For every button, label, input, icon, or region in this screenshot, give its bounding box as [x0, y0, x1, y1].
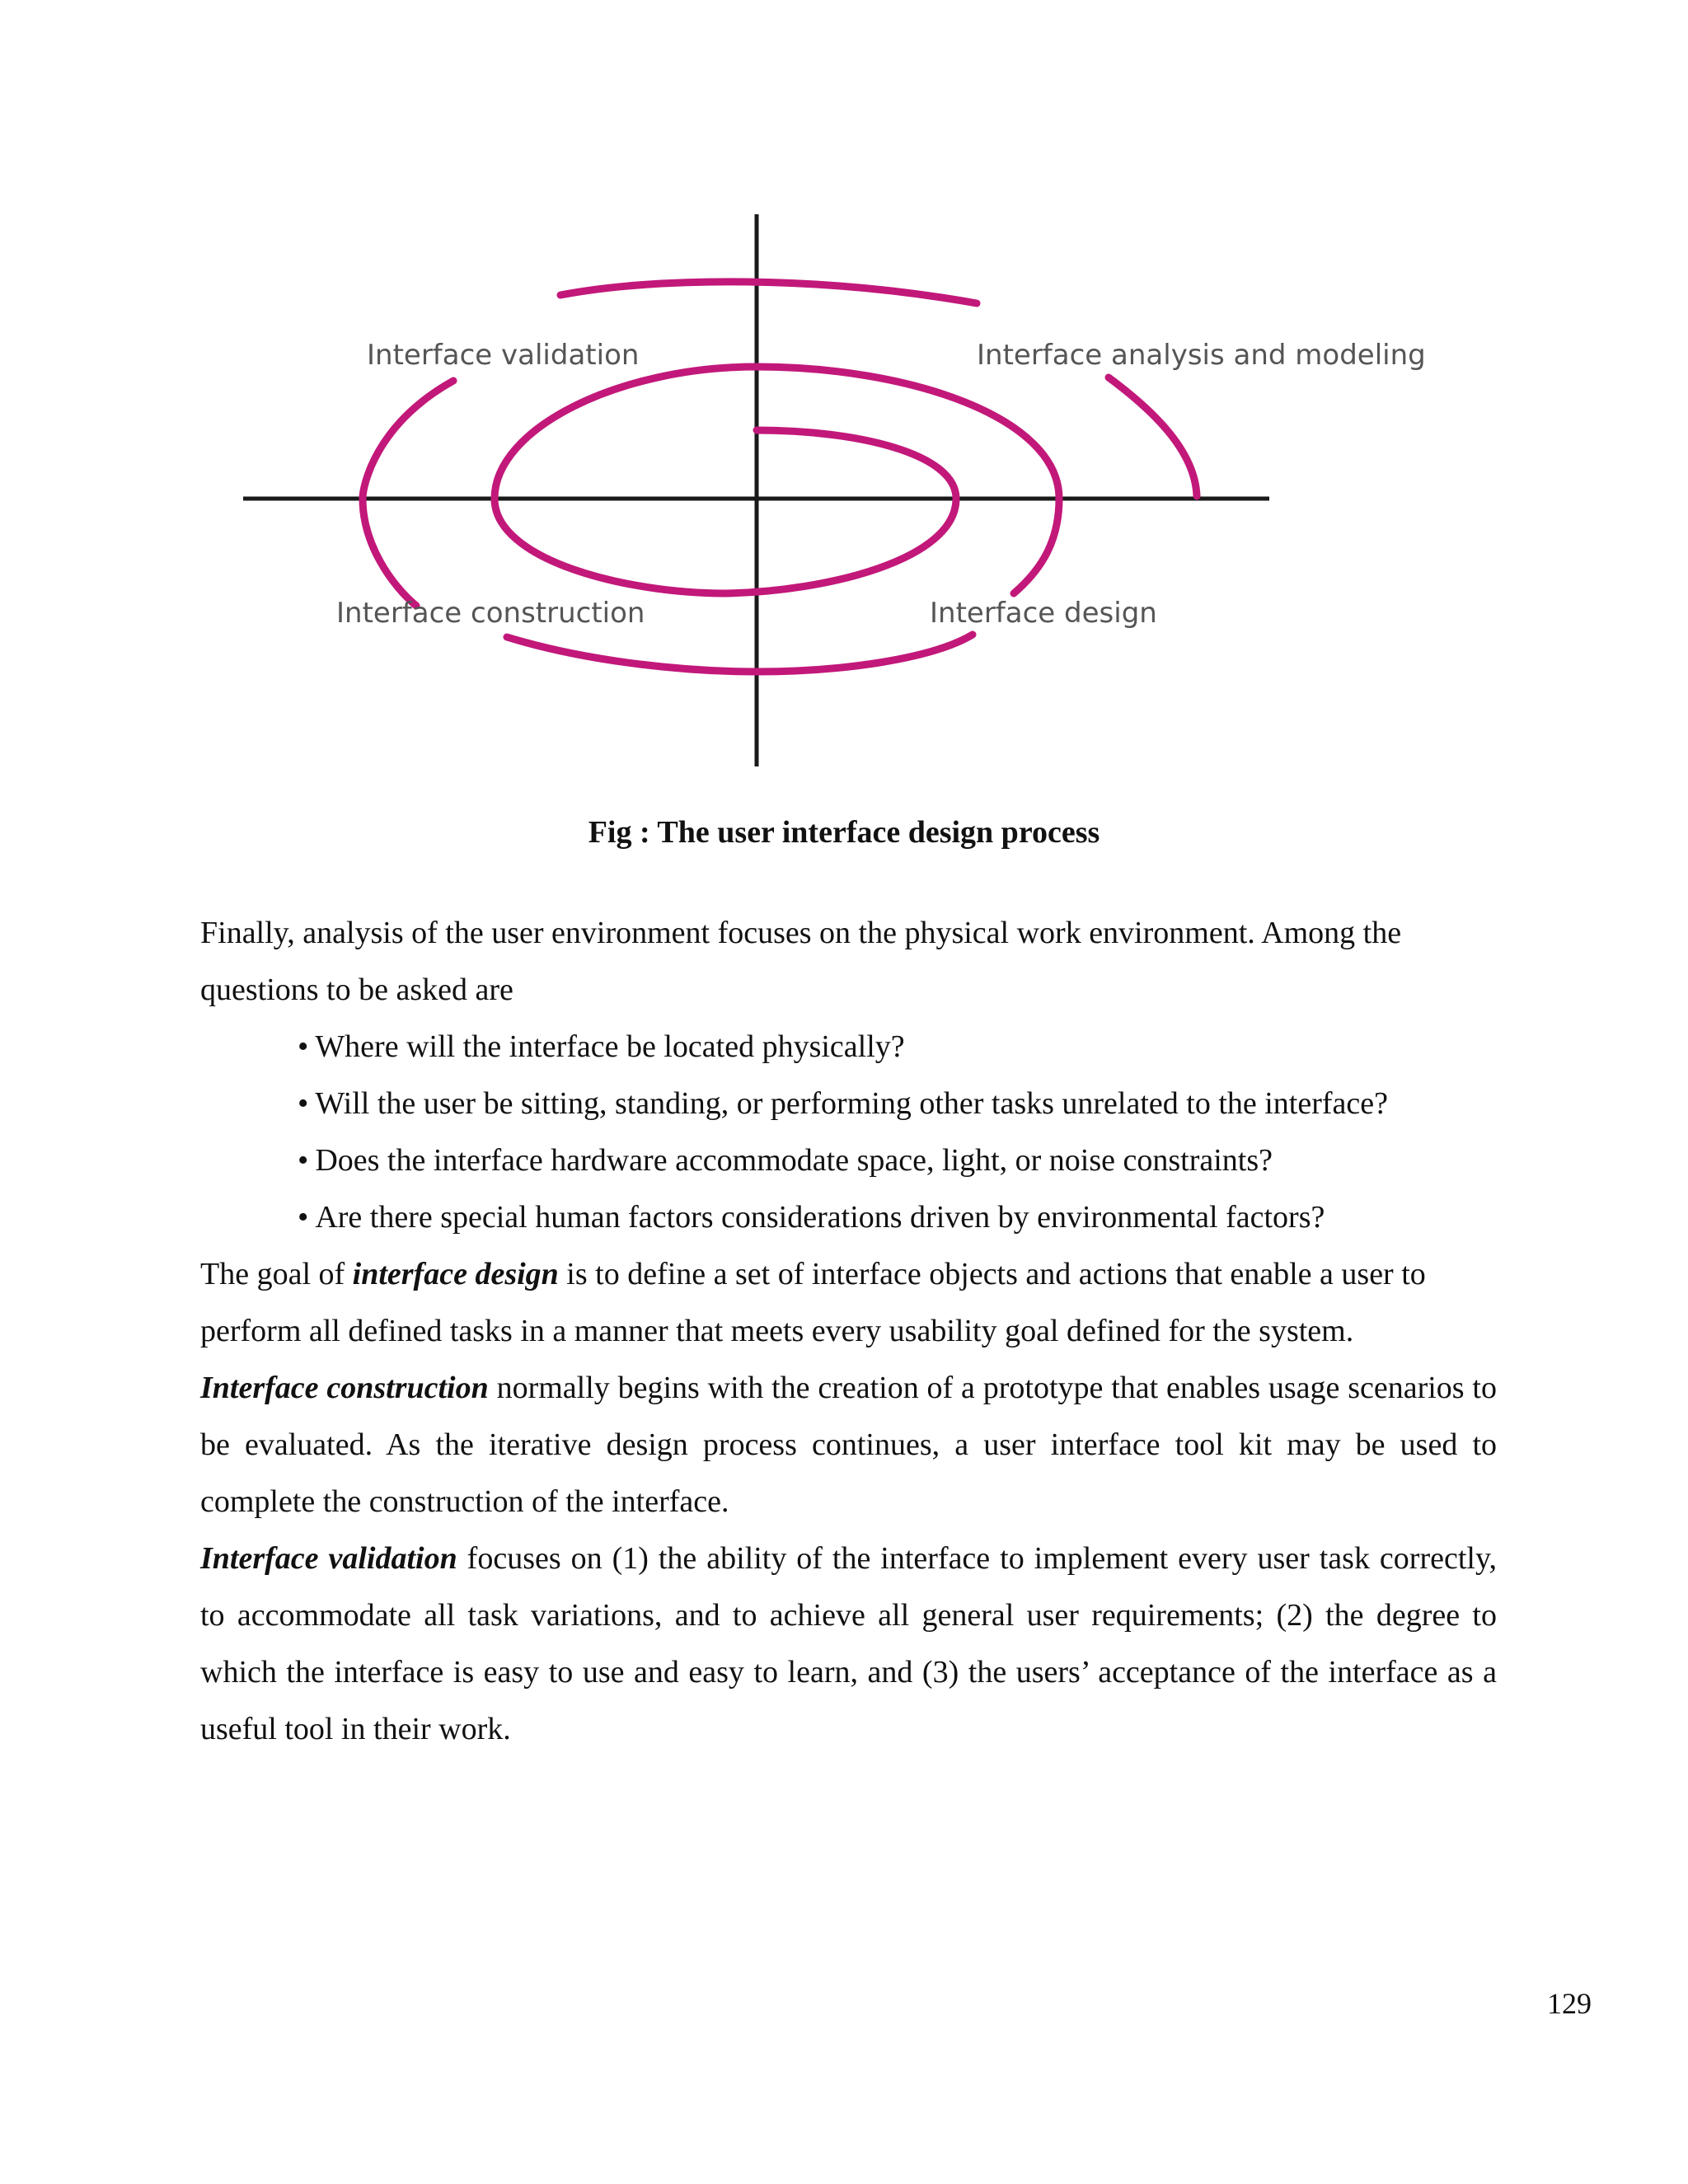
interface-design-paragraph	[200, 1246, 1497, 1360]
spiral-diagram	[231, 206, 1426, 783]
interface-construction-paragraph	[200, 1360, 1497, 1530]
label-interface-analysis: Interface analysis and modeling	[977, 339, 1426, 372]
label-interface-construction: Interface construction	[336, 597, 645, 630]
term-interface-design: interface design	[352, 1257, 559, 1291]
figure-caption: Fig : The user interface design process	[588, 815, 1100, 850]
construction-rest: normally begins with the creation of a prototype that enables usage scenarios to be evaluated. As the iterative design process continues, a user interface tool kit may be used to complete the construction of the interface.	[200, 1371, 1497, 1519]
question-item: • Are there special human factors considerations driven by environmental factors?	[298, 1189, 1497, 1246]
page-number: 129	[1547, 1987, 1592, 2020]
spiral-inner-arc	[495, 367, 956, 593]
interface-validation-paragraph	[200, 1530, 1497, 1758]
question-item: • Will the user be sitting, standing, or performing other tasks unrelated to the interface?	[298, 1076, 1497, 1132]
question-list	[200, 1019, 1497, 1246]
label-interface-validation: Interface validation	[367, 339, 640, 372]
term-interface-construction: Interface construction	[200, 1371, 489, 1405]
spiral-outer-top-arc	[560, 282, 977, 303]
question-item: • Where will the interface be located physically?	[298, 1019, 1497, 1076]
spiral-outer-right-arc	[1109, 377, 1197, 496]
spiral-outer-left-arc	[363, 381, 453, 606]
intro-paragraph: Finally, analysis of the user environment focuses on the physical work environment. Among the questions to be asked are	[200, 916, 1402, 1007]
question-item: • Does the interface hardware accommodate space, light, or noise constraints?	[298, 1132, 1497, 1189]
body-text	[200, 905, 1497, 1758]
validation-rest: focuses on (1) the ability of the interface to implement every user task correctly, to accommodate all task variations, and to achieve all general user requirements; (2) the degree to which the interface is easy to use and easy to learn, and (3) the users’ acceptance of the interface as a useful tool in their work.	[200, 1541, 1497, 1746]
design-rest: is to define a set of interface objects and actions that enable a user to perform all defined tasks in a manner that meets every usability goal defined for the system.	[200, 1257, 1426, 1348]
spiral-outer-bottom-arc	[507, 635, 973, 672]
term-interface-validation: Interface validation	[200, 1541, 457, 1576]
design-lead: The goal of	[200, 1257, 353, 1291]
label-interface-design: Interface design	[930, 597, 1157, 630]
ui-design-process-figure	[231, 206, 1426, 783]
